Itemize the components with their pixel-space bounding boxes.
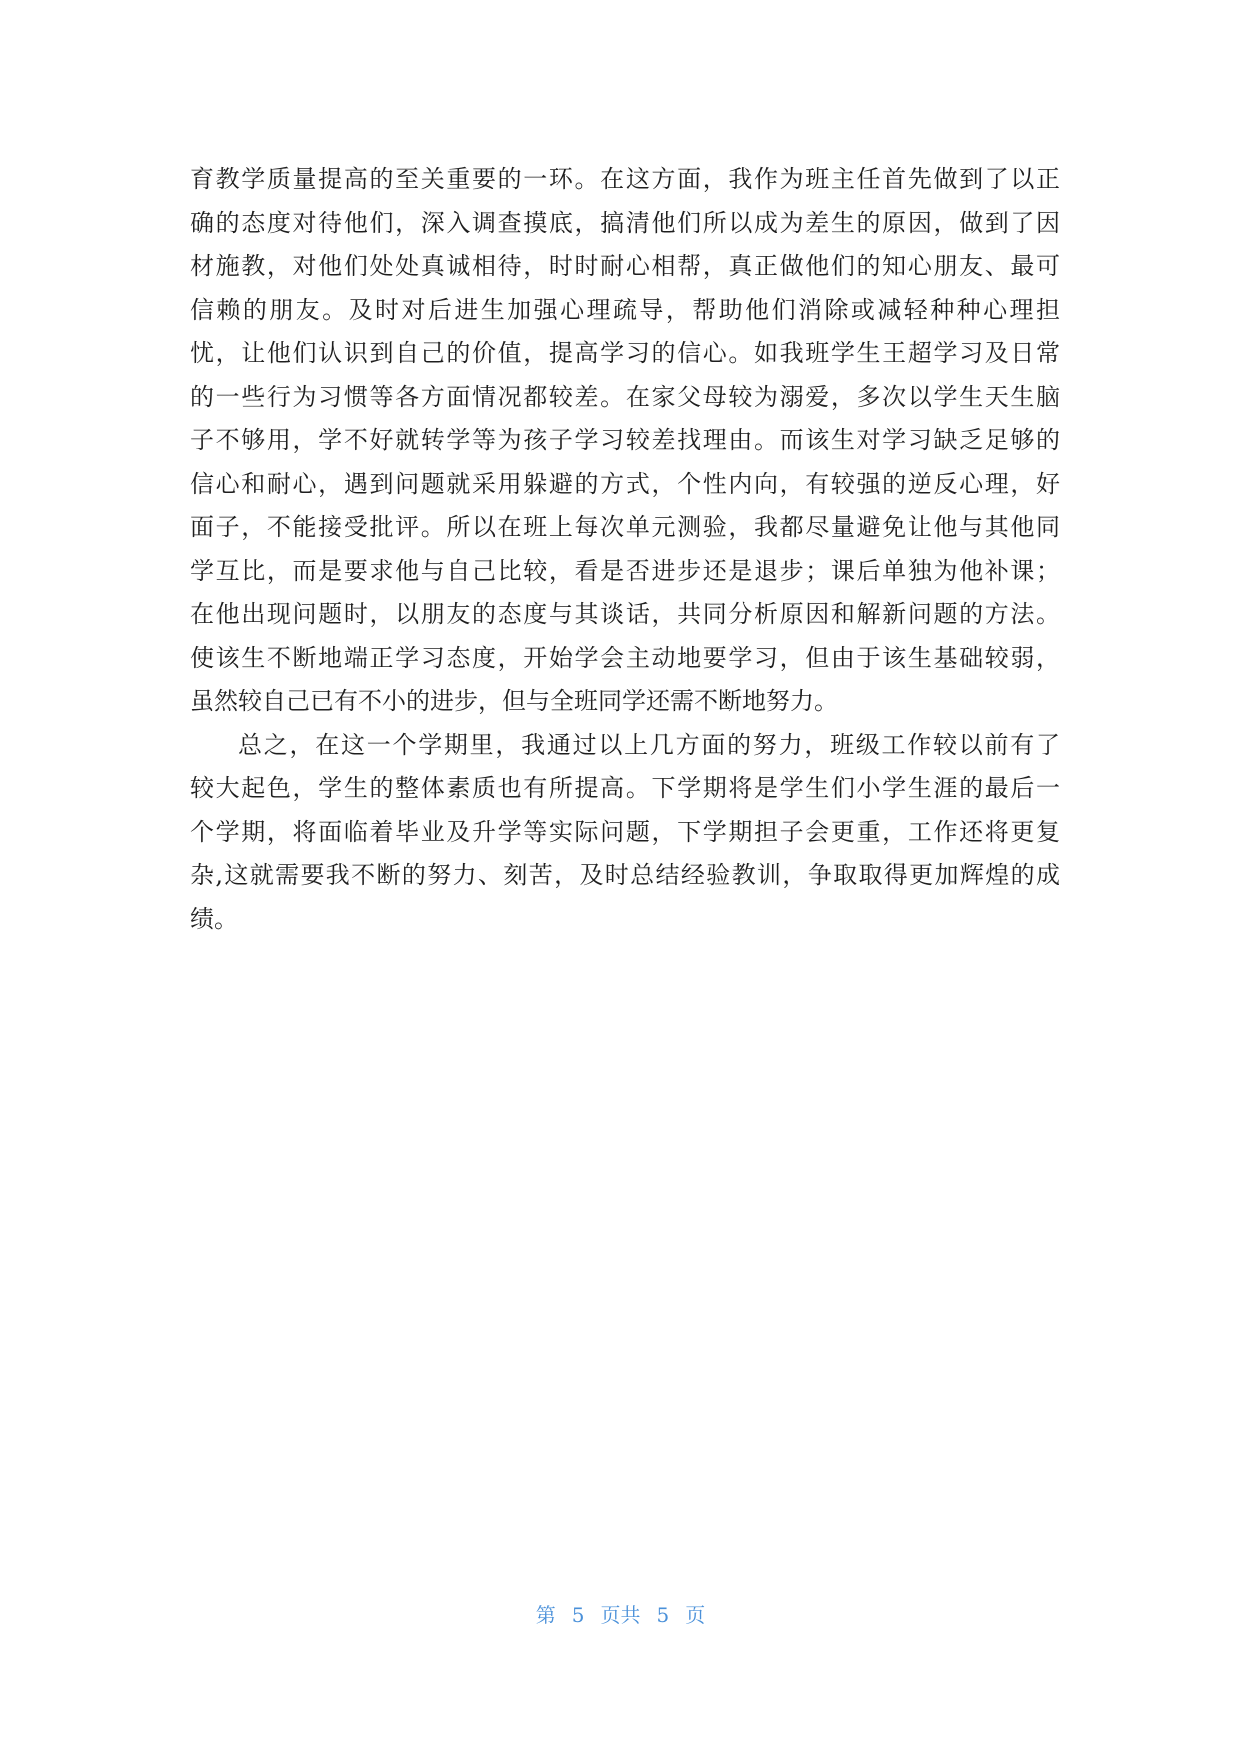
page-footer [0, 1601, 1241, 1629]
text-line: 信心和耐心，遇到问题就采用躲避的方式，个性内向，有较强的逆反心理，好 [190, 469, 1060, 498]
text-line: 的一些行为习惯等各方面情况都较差。在家父母较为溺爱，多次以学生天生脑 [190, 382, 1060, 411]
text-line: 虽然较自己已有不小的进步，但与全班同学还需不断地努力。 [190, 687, 838, 715]
text-line: 确的态度对待他们，深入调查摸底，搞清他们所以成为差生的原因，做到了因 [190, 208, 1060, 237]
footer-total-pages: 5 [656, 1603, 670, 1627]
text-line: 个学期，将面临着毕业及升学等实际问题，下学期担子会更重，工作还将更复 [190, 817, 1060, 846]
footer-suffix: 页 [685, 1603, 706, 1627]
text-line: 学互比，而是要求他与自己比较，看是否进步还是退步；课后单独为他补课； [190, 556, 1060, 585]
text-line: 使该生不断地端正学习态度，开始学会主动地要学习，但由于该生基础较弱， [190, 643, 1060, 672]
text-line: 面子，不能接受批评。所以在班上每次单元测验，我都尽量避免让他与其他同 [190, 513, 1060, 541]
text-line: 忧，让他们认识到自己的价值，提高学习的信心。如我班学生王超学习及日常 [190, 339, 1060, 367]
footer-current-page: 5 [571, 1603, 585, 1627]
footer-middle: 页共 [600, 1603, 641, 1627]
text-line: 杂,这就需要我不断的努力、刻苦，及时总结经验教训，争取取得更加辉煌的成 [190, 861, 1060, 889]
text-line: 较大起色，学生的整体素质也有所提高。下学期将是学生们小学生涯的最后一 [190, 774, 1060, 802]
text-line: 育教学质量提高的至关重要的一环。在这方面，我作为班主任首先做到了以正 [190, 165, 1060, 193]
text-line: 信赖的朋友。及时对后进生加强心理疏导，帮助他们消除或减轻种种心理担 [190, 295, 1060, 324]
paragraph-start-line: 总之，在这一个学期里，我通过以上几方面的努力，班级工作较以前有了 [238, 730, 1060, 759]
text-line: 子不够用，学不好就转学等为孩子学习较差找理由。而该生对学习缺乏足够的 [190, 426, 1060, 454]
text-line: 绩。 [190, 904, 238, 933]
text-line: 在他出现问题时，以朋友的态度与其谈话，共同分析原因和解新问题的方法。 [190, 600, 1060, 628]
text-line: 材施教，对他们处处真诚相待，时时耐心相帮，真正做他们的知心朋友、最可 [190, 252, 1060, 280]
document-body [190, 158, 1060, 941]
footer-prefix: 第 [535, 1603, 556, 1627]
